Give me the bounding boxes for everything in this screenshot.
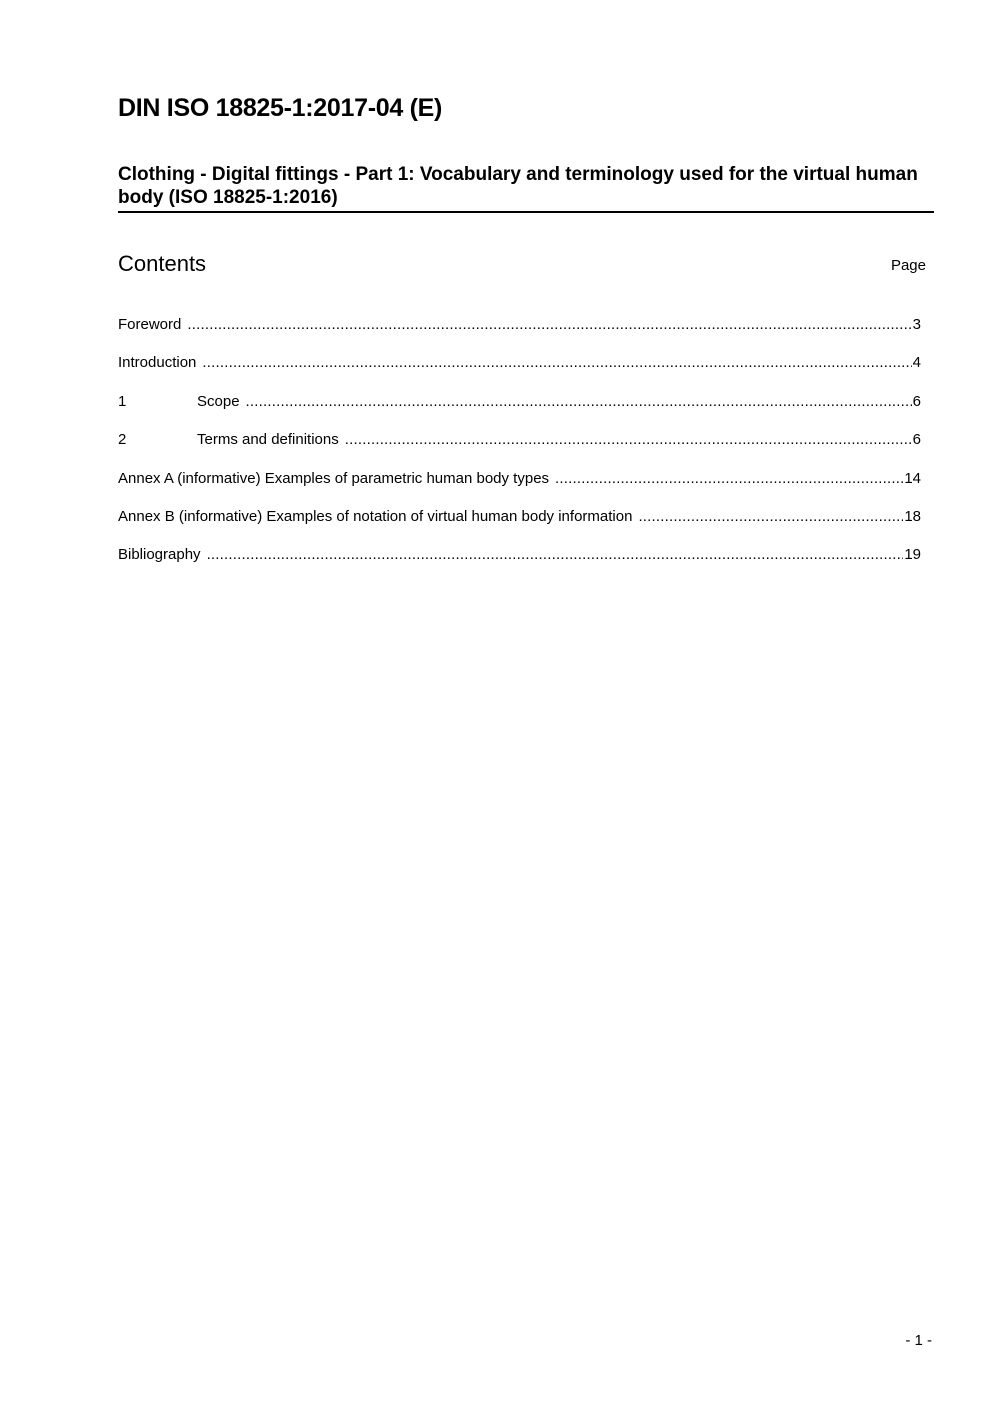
page-column-heading: Page — [890, 257, 926, 274]
toc-dot-leader — [638, 507, 903, 527]
document-title: Clothing - Digital fittings - Part 1: Vocabulary and terminology used for the virtual human body (ISO 18825-1:2016) — [118, 163, 934, 213]
toc-entry-number: 2 — [118, 431, 127, 449]
toc-entry-foreword[interactable] — [118, 315, 921, 353]
toc-entry-title: Annex A (informative) Examples of parametric human body types — [118, 469, 550, 487]
toc-entry-title: Foreword — [118, 316, 182, 333]
toc-dot-leader — [207, 545, 904, 565]
toc-entry-page: 6 — [912, 392, 921, 410]
toc-entry-number: 1 — [118, 392, 127, 410]
contents-heading: Contents — [118, 251, 207, 276]
toc-entry-title: Annex B (informative) Examples of notation of virtual human body information — [118, 507, 633, 525]
toc-dot-leader — [345, 430, 912, 450]
toc-entry-title: Terms and definitions — [197, 431, 339, 449]
toc-entry-page: 6 — [912, 431, 921, 449]
page-number-footer: - 1 - — [905, 1332, 932, 1349]
toc-dot-leader — [246, 392, 912, 412]
toc-dot-leader — [187, 315, 911, 335]
toc-entry-page: 14 — [904, 469, 921, 487]
toc-entry-scope[interactable] — [118, 392, 921, 430]
toc-entry-title: Bibliography — [118, 546, 201, 564]
toc-entry-title: Introduction — [118, 354, 197, 372]
toc-entry-introduction[interactable] — [118, 353, 921, 391]
toc-entry-page: 18 — [904, 507, 921, 525]
toc-entry-annex-a[interactable] — [118, 469, 921, 507]
toc-entry-terms-and-definitions[interactable] — [118, 430, 921, 468]
toc-dot-leader — [555, 469, 903, 489]
toc-entry-title: Scope — [197, 392, 240, 410]
document-number: DIN ISO 18825-1:2017-04 (E) — [118, 94, 443, 122]
toc-entry-annex-b[interactable] — [118, 507, 921, 545]
toc-entry-page: 3 — [912, 316, 921, 333]
toc-dot-leader — [202, 353, 911, 373]
toc-entry-page: 19 — [904, 546, 921, 564]
toc-entry-bibliography[interactable] — [118, 545, 921, 583]
table-of-contents — [118, 315, 921, 584]
toc-entry-page: 4 — [912, 354, 921, 372]
